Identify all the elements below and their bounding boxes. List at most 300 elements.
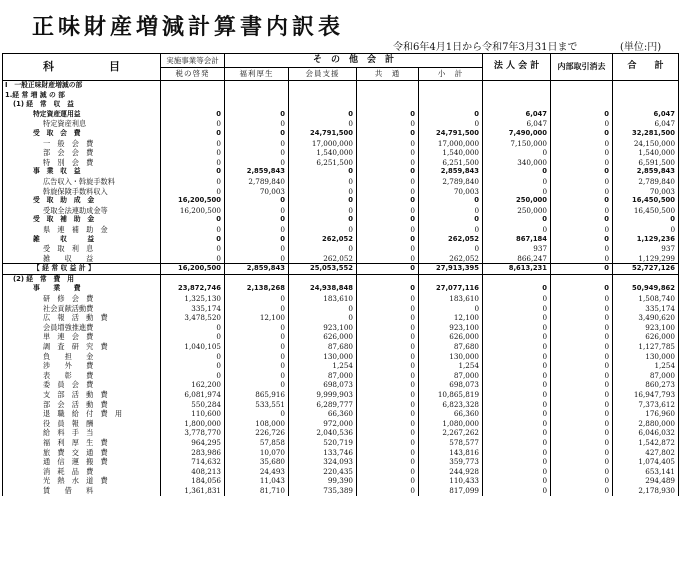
row-value: 0 bbox=[161, 332, 225, 342]
row-value: 865,916 bbox=[225, 390, 289, 400]
row-value: 16,947,793 bbox=[613, 390, 679, 400]
table-row bbox=[3, 91, 679, 101]
row-label: 旅 費 交 通 費 bbox=[3, 448, 161, 458]
row-value: 24,791,500 bbox=[289, 129, 357, 139]
row-value: 0 bbox=[357, 342, 419, 352]
row-value: 6,289,777 bbox=[289, 400, 357, 410]
row-value: 133,746 bbox=[289, 448, 357, 458]
row-value: 27,077,116 bbox=[419, 284, 483, 294]
row-value: 0 bbox=[419, 196, 483, 206]
row-value: 35,680 bbox=[225, 457, 289, 467]
row-value: 0 bbox=[551, 342, 613, 352]
row-label: 光 熱 水 道 費 bbox=[3, 476, 161, 486]
row-value: 923,100 bbox=[419, 323, 483, 333]
row-value: 0 bbox=[483, 409, 551, 419]
row-value: 16,450,500 bbox=[613, 206, 679, 216]
table-row bbox=[3, 167, 679, 177]
row-value: 6,047 bbox=[613, 110, 679, 120]
row-value: 1,542,872 bbox=[613, 438, 679, 448]
row-value: 0 bbox=[357, 419, 419, 429]
row-value: 0 bbox=[551, 476, 613, 486]
row-value bbox=[483, 100, 551, 110]
row-value bbox=[225, 91, 289, 101]
row-value: 0 bbox=[551, 486, 613, 496]
row-value: 0 bbox=[551, 457, 613, 467]
row-value: 12,100 bbox=[225, 313, 289, 323]
row-value: 0 bbox=[419, 119, 483, 129]
row-value: 0 bbox=[551, 352, 613, 362]
row-value: 0 bbox=[357, 119, 419, 129]
row-value: 2,859,843 bbox=[613, 167, 679, 177]
row-value: 866,247 bbox=[483, 254, 551, 264]
row-value: 0 bbox=[161, 119, 225, 129]
row-value: 0 bbox=[551, 371, 613, 381]
row-value: 162,200 bbox=[161, 380, 225, 390]
table-row bbox=[3, 361, 679, 371]
row-value: 70,003 bbox=[225, 187, 289, 197]
row-value: 0 bbox=[551, 110, 613, 120]
row-value: 0 bbox=[161, 225, 225, 235]
row-value: 0 bbox=[551, 323, 613, 333]
row-value: 130,000 bbox=[419, 352, 483, 362]
page-title: 正味財産増減計算書内訳表 bbox=[32, 15, 345, 40]
row-value: 937 bbox=[483, 244, 551, 254]
row-value: 0 bbox=[483, 476, 551, 486]
row-value: 0 bbox=[551, 244, 613, 254]
row-value: 0 bbox=[551, 158, 613, 168]
row-value: 0 bbox=[161, 254, 225, 264]
row-value: 1,080,000 bbox=[419, 419, 483, 429]
row-value bbox=[357, 91, 419, 101]
row-value: 0 bbox=[289, 313, 357, 323]
row-value: 32,281,500 bbox=[613, 129, 679, 139]
row-value: 0 bbox=[357, 167, 419, 177]
row-value: 714,632 bbox=[161, 457, 225, 467]
row-value: 70,003 bbox=[613, 187, 679, 197]
row-value: 0 bbox=[419, 304, 483, 314]
table-row bbox=[3, 323, 679, 333]
row-value: 0 bbox=[357, 371, 419, 381]
row-value: 108,000 bbox=[225, 419, 289, 429]
row-value bbox=[613, 274, 679, 284]
row-value bbox=[419, 81, 483, 91]
row-value: 110,600 bbox=[161, 409, 225, 419]
row-label: 受 取 助 成 金 bbox=[3, 196, 161, 206]
row-value: 0 bbox=[551, 438, 613, 448]
row-label: 受 取 会 費 bbox=[3, 129, 161, 139]
period-label: 令和6年4月1日から令和7年3月31日まで bbox=[393, 42, 578, 53]
row-value: 0 bbox=[161, 177, 225, 187]
row-value: 0 bbox=[357, 313, 419, 323]
row-value: 2,267,262 bbox=[419, 428, 483, 438]
row-value: 0 bbox=[551, 448, 613, 458]
row-label: 一 般 会 費 bbox=[3, 139, 161, 149]
table-row bbox=[3, 129, 679, 139]
row-label: 雑 収 益 bbox=[3, 235, 161, 245]
row-value bbox=[613, 100, 679, 110]
table-row bbox=[3, 100, 679, 110]
row-value: 1,074,405 bbox=[613, 457, 679, 467]
row-value bbox=[357, 100, 419, 110]
row-value: 0 bbox=[551, 264, 613, 275]
row-value: 0 bbox=[551, 380, 613, 390]
row-value: 1,129,299 bbox=[613, 254, 679, 264]
table-row bbox=[3, 225, 679, 235]
row-value: 6,081,974 bbox=[161, 390, 225, 400]
row-value: 2,789,840 bbox=[419, 177, 483, 187]
row-value: 0 bbox=[483, 361, 551, 371]
table-row bbox=[3, 196, 679, 206]
row-value: 0 bbox=[161, 187, 225, 197]
row-value: 262,052 bbox=[289, 235, 357, 245]
row-label: 雑 収 益 bbox=[3, 254, 161, 264]
row-value: 0 bbox=[289, 206, 357, 216]
row-value: 6,047 bbox=[613, 119, 679, 129]
row-value: 130,000 bbox=[613, 352, 679, 362]
row-label: 負 担 金 bbox=[3, 352, 161, 362]
row-value: 0 bbox=[225, 371, 289, 381]
row-value: 0 bbox=[483, 148, 551, 158]
row-value: 16,200,500 bbox=[161, 206, 225, 216]
row-value: 0 bbox=[357, 284, 419, 294]
row-value: 324,093 bbox=[289, 457, 357, 467]
row-value: 6,251,500 bbox=[289, 158, 357, 168]
row-value: 0 bbox=[161, 158, 225, 168]
row-value: 0 bbox=[357, 187, 419, 197]
row-value: 220,435 bbox=[289, 467, 357, 477]
row-value: 262,052 bbox=[419, 235, 483, 245]
row-label: 特定資産運用益 bbox=[3, 110, 161, 120]
row-value: 335,174 bbox=[161, 304, 225, 314]
row-value: 0 bbox=[161, 361, 225, 371]
row-value: 0 bbox=[357, 476, 419, 486]
row-value: 52,727,126 bbox=[613, 264, 679, 275]
row-value: 520,719 bbox=[289, 438, 357, 448]
row-value: 0 bbox=[483, 313, 551, 323]
row-label: 退 職 給 付 費 用 bbox=[3, 409, 161, 419]
row-value: 7,373,612 bbox=[613, 400, 679, 410]
row-value: 0 bbox=[225, 158, 289, 168]
row-value: 0 bbox=[357, 361, 419, 371]
row-value: 2,880,000 bbox=[613, 419, 679, 429]
table-row bbox=[3, 352, 679, 362]
row-value: 937 bbox=[613, 244, 679, 254]
table-row bbox=[3, 215, 679, 225]
row-label: 県 連 補 助 金 bbox=[3, 225, 161, 235]
row-value: 11,043 bbox=[225, 476, 289, 486]
row-value: 964,295 bbox=[161, 438, 225, 448]
unit-label: (単位:円) bbox=[620, 42, 662, 53]
row-value: 0 bbox=[551, 254, 613, 264]
row-value bbox=[551, 91, 613, 101]
row-label: 調 査 研 究 費 bbox=[3, 342, 161, 352]
row-value: 0 bbox=[225, 294, 289, 304]
row-value: 0 bbox=[483, 371, 551, 381]
row-value: 0 bbox=[483, 380, 551, 390]
row-value: 1,508,740 bbox=[613, 294, 679, 304]
row-value: 0 bbox=[357, 254, 419, 264]
header-sub-kaiin: 会員支援 bbox=[289, 68, 357, 81]
row-value: 0 bbox=[483, 225, 551, 235]
row-value: 335,174 bbox=[613, 304, 679, 314]
row-value: 0 bbox=[161, 110, 225, 120]
row-value: 0 bbox=[551, 361, 613, 371]
table-row bbox=[3, 428, 679, 438]
table-row bbox=[3, 380, 679, 390]
row-value: 0 bbox=[551, 119, 613, 129]
row-value: 0 bbox=[289, 196, 357, 206]
row-value: 2,859,843 bbox=[225, 167, 289, 177]
row-value: 87,680 bbox=[419, 342, 483, 352]
row-value: 0 bbox=[483, 332, 551, 342]
row-value: 0 bbox=[419, 215, 483, 225]
header-sub-zei: 税の啓発 bbox=[161, 68, 225, 81]
row-value: 0 bbox=[551, 215, 613, 225]
row-value: 0 bbox=[419, 244, 483, 254]
row-value: 0 bbox=[483, 419, 551, 429]
row-value: 626,000 bbox=[613, 332, 679, 342]
row-value: 0 bbox=[225, 196, 289, 206]
row-value: 0 bbox=[551, 139, 613, 149]
table-row bbox=[3, 371, 679, 381]
row-value: 10,070 bbox=[225, 448, 289, 458]
row-value: 0 bbox=[357, 158, 419, 168]
row-value: 16,200,500 bbox=[161, 264, 225, 275]
row-value: 0 bbox=[225, 110, 289, 120]
row-value: 0 bbox=[225, 235, 289, 245]
row-label: (2) 経 常 費 用 bbox=[3, 274, 161, 284]
row-value: 87,680 bbox=[289, 342, 357, 352]
row-value: 0 bbox=[161, 139, 225, 149]
row-value bbox=[225, 274, 289, 284]
row-value: 57,858 bbox=[225, 438, 289, 448]
row-value bbox=[551, 81, 613, 91]
row-value: 0 bbox=[551, 304, 613, 314]
row-value: 1,254 bbox=[419, 361, 483, 371]
row-value: 0 bbox=[225, 139, 289, 149]
header-sub-shokei: 小 計 bbox=[419, 68, 483, 81]
row-value: 0 bbox=[225, 148, 289, 158]
row-value: 0 bbox=[357, 264, 419, 275]
row-value: 0 bbox=[357, 438, 419, 448]
row-value: 0 bbox=[225, 361, 289, 371]
row-value: 0 bbox=[483, 428, 551, 438]
header-jisshi: 実施事業等会計 bbox=[161, 54, 225, 68]
row-value: 0 bbox=[161, 244, 225, 254]
row-value: 25,053,552 bbox=[289, 264, 357, 275]
row-value: 0 bbox=[161, 148, 225, 158]
row-value: 0 bbox=[289, 187, 357, 197]
row-value: 867,184 bbox=[483, 235, 551, 245]
row-value: 0 bbox=[225, 342, 289, 352]
table-row bbox=[3, 438, 679, 448]
row-value: 0 bbox=[357, 148, 419, 158]
row-value: 0 bbox=[357, 294, 419, 304]
header-naibu: 内部取引消去 bbox=[551, 54, 613, 81]
row-label: 委 員 会 費 bbox=[3, 380, 161, 390]
row-value bbox=[613, 81, 679, 91]
row-value bbox=[161, 81, 225, 91]
row-value: 3,490,620 bbox=[613, 313, 679, 323]
row-label: 渉 外 費 bbox=[3, 361, 161, 371]
header-sub-fukuri: 福利厚生 bbox=[225, 68, 289, 81]
row-value: 0 bbox=[225, 119, 289, 129]
row-label: 部 会 活 動 費 bbox=[3, 400, 161, 410]
row-value: 0 bbox=[161, 215, 225, 225]
row-value: 533,551 bbox=[225, 400, 289, 410]
row-value: 0 bbox=[225, 332, 289, 342]
table-row bbox=[3, 486, 679, 496]
row-value: 1,040,105 bbox=[161, 342, 225, 352]
row-label: 1.経 常 増 減 の 部 bbox=[3, 91, 161, 101]
table-row bbox=[3, 294, 679, 304]
row-value: 0 bbox=[483, 323, 551, 333]
row-value: 6,046,032 bbox=[613, 428, 679, 438]
row-value: 87,000 bbox=[419, 371, 483, 381]
table-row bbox=[3, 409, 679, 419]
row-value bbox=[483, 81, 551, 91]
table-row bbox=[3, 467, 679, 477]
row-value bbox=[289, 91, 357, 101]
row-value: 0 bbox=[357, 390, 419, 400]
row-label: 受 取 利 息 bbox=[3, 244, 161, 254]
row-value: 0 bbox=[161, 235, 225, 245]
row-value: 0 bbox=[357, 332, 419, 342]
row-value: 3,778,770 bbox=[161, 428, 225, 438]
row-value: 0 bbox=[357, 244, 419, 254]
row-value: 0 bbox=[225, 323, 289, 333]
row-value: 2,178,930 bbox=[613, 486, 679, 496]
row-value: 24,150,000 bbox=[613, 139, 679, 149]
row-value: 0 bbox=[483, 187, 551, 197]
row-value: 0 bbox=[357, 206, 419, 216]
table-row bbox=[3, 313, 679, 323]
row-value: 0 bbox=[551, 167, 613, 177]
row-value: 6,047 bbox=[483, 110, 551, 120]
row-value: 0 bbox=[357, 235, 419, 245]
header-item: 科 目 bbox=[3, 54, 161, 81]
row-label: 【 経 常 収 益 計 】 bbox=[3, 264, 161, 275]
row-label: 広告収入・斡旋手数料 bbox=[3, 177, 161, 187]
row-value: 0 bbox=[613, 215, 679, 225]
row-value: 0 bbox=[357, 323, 419, 333]
row-label: 単 連 会 費 bbox=[3, 332, 161, 342]
row-value: 2,789,840 bbox=[613, 177, 679, 187]
row-value: 2,859,843 bbox=[419, 167, 483, 177]
row-value: 10,865,819 bbox=[419, 390, 483, 400]
row-value: 12,100 bbox=[419, 313, 483, 323]
row-label: 賃 借 料 bbox=[3, 486, 161, 496]
table-row bbox=[3, 476, 679, 486]
row-value: 262,052 bbox=[289, 254, 357, 264]
row-value: 0 bbox=[551, 206, 613, 216]
row-value: 283,986 bbox=[161, 448, 225, 458]
row-value bbox=[289, 274, 357, 284]
table-row bbox=[3, 244, 679, 254]
row-value: 0 bbox=[551, 467, 613, 477]
row-value bbox=[551, 274, 613, 284]
row-value: 0 bbox=[551, 332, 613, 342]
table-row bbox=[3, 284, 679, 294]
header-gokei: 合 計 bbox=[613, 54, 679, 81]
row-value: 0 bbox=[225, 129, 289, 139]
row-value: 0 bbox=[483, 352, 551, 362]
row-value: 81,710 bbox=[225, 486, 289, 496]
row-value: 0 bbox=[225, 225, 289, 235]
header-sub-kyotsu: 共 通 bbox=[357, 68, 419, 81]
row-value: 1,800,000 bbox=[161, 419, 225, 429]
row-value: 0 bbox=[161, 371, 225, 381]
row-value: 1,129,236 bbox=[613, 235, 679, 245]
row-value: 17,000,000 bbox=[289, 139, 357, 149]
row-value: 0 bbox=[483, 390, 551, 400]
row-value: 550,284 bbox=[161, 400, 225, 410]
row-value bbox=[551, 100, 613, 110]
row-value bbox=[289, 81, 357, 91]
row-value: 0 bbox=[419, 110, 483, 120]
row-value: 130,000 bbox=[289, 352, 357, 362]
row-value: 50,949,862 bbox=[613, 284, 679, 294]
row-value: 0 bbox=[161, 352, 225, 362]
row-value: 0 bbox=[289, 167, 357, 177]
row-label: 斡旋保険手数料収入 bbox=[3, 187, 161, 197]
row-value: 0 bbox=[225, 206, 289, 216]
row-value: 0 bbox=[483, 342, 551, 352]
row-value: 66,360 bbox=[419, 409, 483, 419]
row-label: 役 員 報 酬 bbox=[3, 419, 161, 429]
row-value: 0 bbox=[551, 294, 613, 304]
row-value bbox=[357, 81, 419, 91]
row-value: 0 bbox=[357, 352, 419, 362]
row-value: 0 bbox=[551, 225, 613, 235]
table-row bbox=[3, 206, 679, 216]
row-label: 会員増強推進費 bbox=[3, 323, 161, 333]
row-value: 0 bbox=[483, 457, 551, 467]
row-value: 0 bbox=[551, 196, 613, 206]
row-label: 表 彰 費 bbox=[3, 371, 161, 381]
row-value: 0 bbox=[551, 428, 613, 438]
table-row bbox=[3, 235, 679, 245]
row-value: 0 bbox=[551, 400, 613, 410]
row-value: 0 bbox=[483, 294, 551, 304]
row-value: 0 bbox=[289, 177, 357, 187]
row-value: 9,999,903 bbox=[289, 390, 357, 400]
row-value: 70,003 bbox=[419, 187, 483, 197]
row-value: 143,816 bbox=[419, 448, 483, 458]
row-value: 0 bbox=[357, 467, 419, 477]
row-label: 事 業 費 bbox=[3, 284, 161, 294]
table-row bbox=[3, 390, 679, 400]
row-value: 0 bbox=[357, 428, 419, 438]
row-value: 0 bbox=[289, 110, 357, 120]
table-row bbox=[3, 342, 679, 352]
row-value bbox=[161, 274, 225, 284]
row-label: 給 料 手 当 bbox=[3, 428, 161, 438]
row-value: 0 bbox=[483, 177, 551, 187]
row-value: 0 bbox=[357, 486, 419, 496]
row-value: 7,490,000 bbox=[483, 129, 551, 139]
row-label: 消 耗 品 費 bbox=[3, 467, 161, 477]
table-row bbox=[3, 139, 679, 149]
row-value: 0 bbox=[161, 167, 225, 177]
row-label: 受 取 補 助 金 bbox=[3, 215, 161, 225]
row-value: 17,000,000 bbox=[419, 139, 483, 149]
row-value: 0 bbox=[357, 215, 419, 225]
row-value bbox=[419, 91, 483, 101]
row-value: 24,791,500 bbox=[419, 129, 483, 139]
row-value: 0 bbox=[357, 177, 419, 187]
row-value: 0 bbox=[357, 196, 419, 206]
